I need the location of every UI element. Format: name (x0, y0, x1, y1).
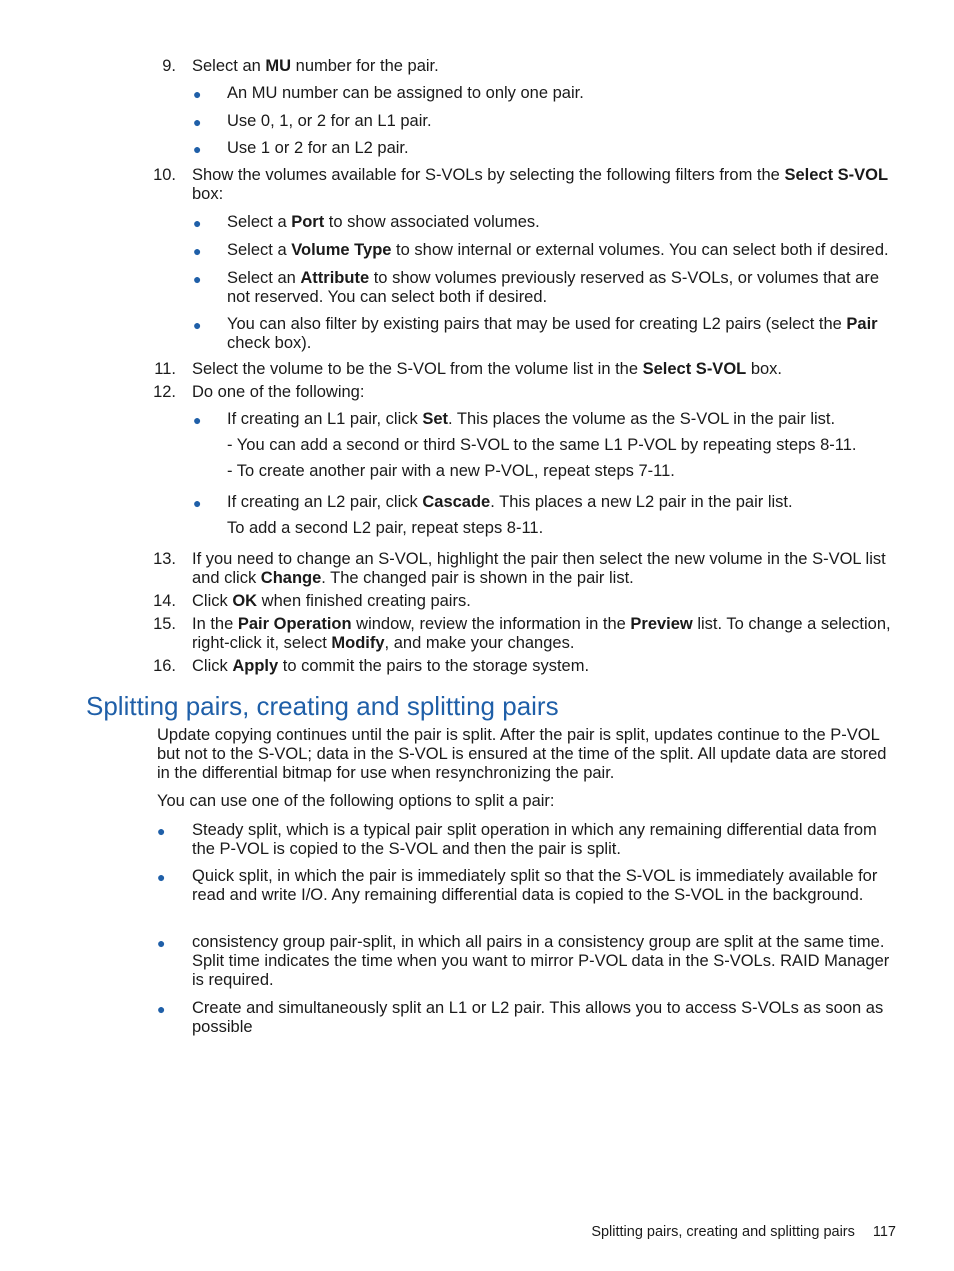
bullet-icon: ● (157, 869, 166, 885)
bold-term: Select S-VOL (784, 166, 889, 184)
text-run: box. (746, 360, 783, 378)
step-number: 11. (154, 360, 176, 378)
bullet-icon: ● (193, 215, 202, 231)
text-run: Select an (227, 269, 301, 287)
step-14-text (192, 592, 898, 611)
text-run: to show associated volumes. (324, 213, 540, 231)
text-run: list. To change a selection, right-click it, select (192, 615, 891, 652)
bullet-icon: ● (193, 412, 202, 428)
step-number: 14. (153, 592, 176, 610)
text-run: Click (192, 592, 233, 610)
bold-term: Set (422, 410, 449, 428)
list-item (227, 315, 899, 353)
section-paragraph: Update copying continues until the pair is split. After the pair is split, updates continue to the P-VOL but not to the S-VOL; data in the S-VOL is ensured at the time of the split. All update data are stored in the differential bitmap for use when resynchronizing the pair. (157, 726, 887, 782)
list-item: Quick split, in which the pair is immediately split so that the S-VOL is immediately available for read and write I/O. Any remaining differential data is copied to the S-VOL in the background. (192, 867, 878, 904)
bold-term: Apply (232, 657, 279, 675)
text-run: Select a (227, 213, 292, 231)
text-run: number for the pair. (291, 57, 439, 75)
text-run: Select the volume to be the S-VOL from the volume list in the (192, 360, 643, 378)
step-number: 13. (153, 550, 176, 568)
list-item (227, 269, 899, 307)
section-paragraph: You can use one of the following options to split a pair: (157, 792, 555, 810)
bold-term: Change (260, 569, 322, 587)
sub-note: - You can add a second or third S-VOL to the same L1 P-VOL by repeating steps 8-11. (227, 436, 857, 454)
bullet-icon: ● (157, 1001, 166, 1017)
bold-term: Select S-VOL (642, 360, 747, 378)
step-13-text (192, 550, 898, 588)
bold-term: Preview (630, 615, 693, 633)
text-run: check box). (227, 334, 312, 352)
bold-term: Modify (331, 634, 385, 652)
text-run: to show volumes previously reserved as S-VOLs, or volumes that are not reserved. You can select both if desired. (227, 269, 880, 306)
text-run: If creating an L2 pair, click (227, 493, 423, 511)
bold-term: MU (265, 57, 292, 75)
bullet-icon: ● (193, 271, 202, 287)
text-run: In the (192, 615, 238, 633)
step-12-text: Do one of the following: (192, 383, 365, 401)
text-run: . This places the volume as the S-VOL in the pair list. (448, 410, 836, 428)
text-run: . This places a new L2 pair in the pair list. (490, 493, 793, 511)
bullet-icon: ● (193, 495, 202, 511)
sub-note: - To create another pair with a new P-VOL, repeat steps 7-11. (227, 462, 675, 480)
text-run: when finished creating pairs. (257, 592, 471, 610)
section-heading: Splitting pairs, creating and splitting pairs (86, 691, 559, 721)
text-run: Click (192, 657, 233, 675)
bold-term: Volume Type (291, 241, 392, 259)
list-item: Steady split, which is a typical pair split operation in which any remaining differential data from the P-VOL is copied to the S-VOL and then the pair is split. (192, 821, 877, 858)
text-run: , and make your changes. (384, 634, 575, 652)
bullet-icon: ● (193, 114, 202, 130)
bold-term: Cascade (422, 493, 491, 511)
text-run: Select a (227, 241, 292, 259)
page-number: 117 (872, 1224, 896, 1240)
step-text (192, 57, 898, 76)
step-number: 16. (153, 657, 176, 675)
step-15-text (192, 615, 898, 653)
bullet-icon: ● (193, 86, 202, 102)
text-run: You can also filter by existing pairs that may be used for creating L2 pairs (select the (227, 315, 847, 333)
step-16-text (192, 657, 898, 676)
list-item (227, 493, 899, 512)
text-run: box: (192, 185, 224, 203)
bold-term: Attribute (300, 269, 370, 287)
text-run: If you need to change an S-VOL, highlight the pair then select the new volume in the S-VOL list and click (192, 550, 886, 587)
text-run: to commit the pairs to the storage system. (278, 657, 590, 675)
list-item: Use 1 or 2 for an L2 pair. (227, 139, 409, 157)
bullet-icon: ● (157, 823, 166, 839)
bold-term: Pair Operation (237, 615, 352, 633)
step-number: 12. (153, 383, 176, 401)
step-number: 9. (162, 57, 176, 75)
step-number: 10. (153, 166, 176, 184)
list-item: consistency group pair-split, in which all pairs in a consistency group are split at the same time. Split time indicates the time when you want to mirror P-VOL data in the S-VOLs. RAID Manager is required. (192, 933, 890, 989)
text-run: window, review the information in the (351, 615, 631, 633)
list-item: Create and simultaneously split an L1 or L2 pair. This allows you to access S-VOLs as soon as possible (192, 999, 884, 1036)
list-item: Use 0, 1, or 2 for an L1 pair. (227, 112, 432, 130)
text-run: to show internal or external volumes. You can select both if desired. (391, 241, 889, 259)
text-run: If creating an L1 pair, click (227, 410, 423, 428)
bullet-icon: ● (193, 141, 202, 157)
step-11-text (192, 360, 898, 379)
list-item (227, 241, 899, 260)
list-item (227, 213, 899, 232)
step-10-text (192, 166, 898, 204)
text-run: Show the volumes available for S-VOLs by selecting the following filters from the (192, 166, 785, 184)
list-item (227, 410, 899, 429)
text-run: Select an (192, 57, 266, 75)
text-run: . The changed pair is shown in the pair list. (321, 569, 634, 587)
footer-title: Splitting pairs, creating and splitting pairs (591, 1224, 855, 1240)
page-footer (591, 1223, 896, 1242)
bold-term: Port (291, 213, 325, 231)
list-item: An MU number can be assigned to only one pair. (227, 84, 584, 102)
bullet-icon: ● (193, 243, 202, 259)
bullet-icon: ● (193, 317, 202, 333)
bold-term: Pair (846, 315, 878, 333)
bold-term: OK (232, 592, 258, 610)
step-number: 15. (153, 615, 176, 633)
sub-note: To add a second L2 pair, repeat steps 8-11. (227, 519, 544, 537)
bullet-icon: ● (157, 935, 166, 951)
